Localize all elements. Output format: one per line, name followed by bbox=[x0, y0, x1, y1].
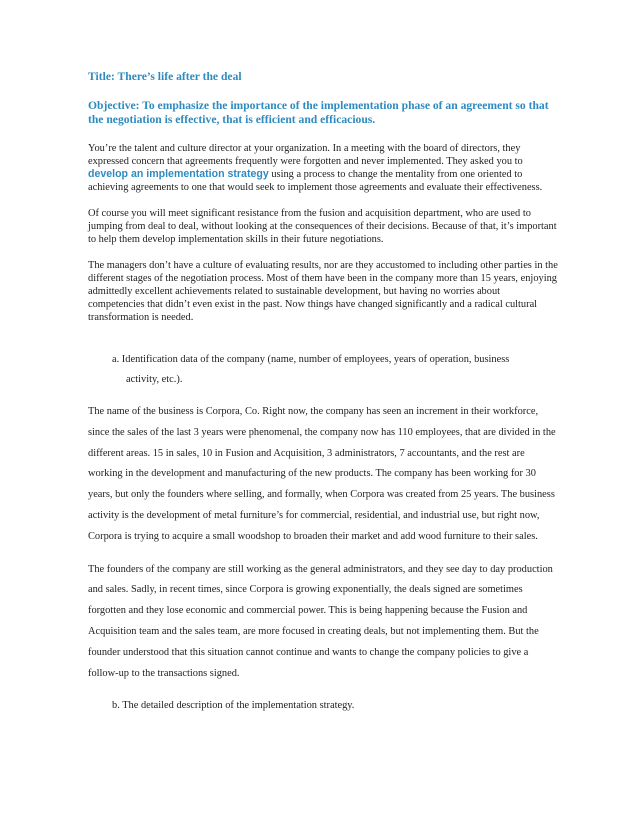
question-b: b. The detailed description of the implementation strategy. bbox=[112, 700, 355, 712]
intro-text-before: You’re the talent and culture director at your organization. In a meeting with the board of directors, they expressed concern that agreements frequently were forgotten and never implemented. They asked you to bbox=[88, 143, 523, 167]
document-title: Title: There’s life after the deal bbox=[88, 70, 242, 83]
managers-paragraph: The managers don’t have a culture of evaluating results, nor are they accustomed to including other parties in the different stages of the negotiation process. Most of them have been in the company more than 15 years, enjoying admittedly excellent achievements related to sustainable development, but having no worries about competencies that didn’t even exist in the past. Now things have changed significantly and a radical cultural transformation is needed. bbox=[88, 260, 558, 323]
founders-paragraph: The founders of the company are still working as the general administrators, and they see day to day production and sales. Sadly, in recent times, since Corpora is growing exponentially, the deals signed are sometimes forgotten and they lose economic and commercial power. This is being happening because the Fusion and Acquisition team and the sales team, are more focused in creating deals, but not implementing them. But the founder understood that this situation cannot continue and wants to change the company policies to give a follow-up to the transactions signed. bbox=[88, 563, 553, 679]
resistance-paragraph: Of course you will meet significant resistance from the fusion and acquisition department, who are used to jumping from deal to deal, without looking at the consequences of their decisions. Because of that, it’s important to help them develop implementation skills in their future negotiations. bbox=[88, 208, 557, 245]
intro-paragraph bbox=[88, 142, 558, 194]
intro-text-after: using a process to change the mentality from one oriented to achieving agreements to one that would seek to implement those agreements and evaluate their effectiveness. bbox=[88, 169, 543, 193]
objective-statement: Objective: To emphasize the importance of the implementation phase of an agreement so that the negotiation is effective, that is efficient and efficacious. bbox=[88, 99, 549, 126]
implementation-strategy-highlight: develop an implementation strategy bbox=[88, 168, 269, 180]
question-a-line2: activity, etc.). bbox=[126, 374, 183, 385]
question-a-line1: a. Identification data of the company (name, number of employees, years of operation, business bbox=[112, 354, 510, 365]
company-description-paragraph: The name of the business is Corpora, Co. Right now, the company has seen an increment in their workforce, since the sales of the last 3 years were phenomenal, the company now has 110 employees, that are divided in the different areas. 15 in sales, 10 in Fusion and Acquisition, 3 administrators, 7 accountants, and the rest are working in the development and manufacturing of the new products. The company has been working for 30 years, but only the founders where selling, and formally, when Corpora was created from 25 years. The business activity is the development of metal furniture’s for commercial, residential, and industrial use, but right now, Corpora is trying to acquire a small woodshop to broaden their market and add wood furniture to their sales. bbox=[88, 406, 556, 542]
document-body bbox=[88, 70, 558, 716]
question-a bbox=[88, 350, 558, 390]
